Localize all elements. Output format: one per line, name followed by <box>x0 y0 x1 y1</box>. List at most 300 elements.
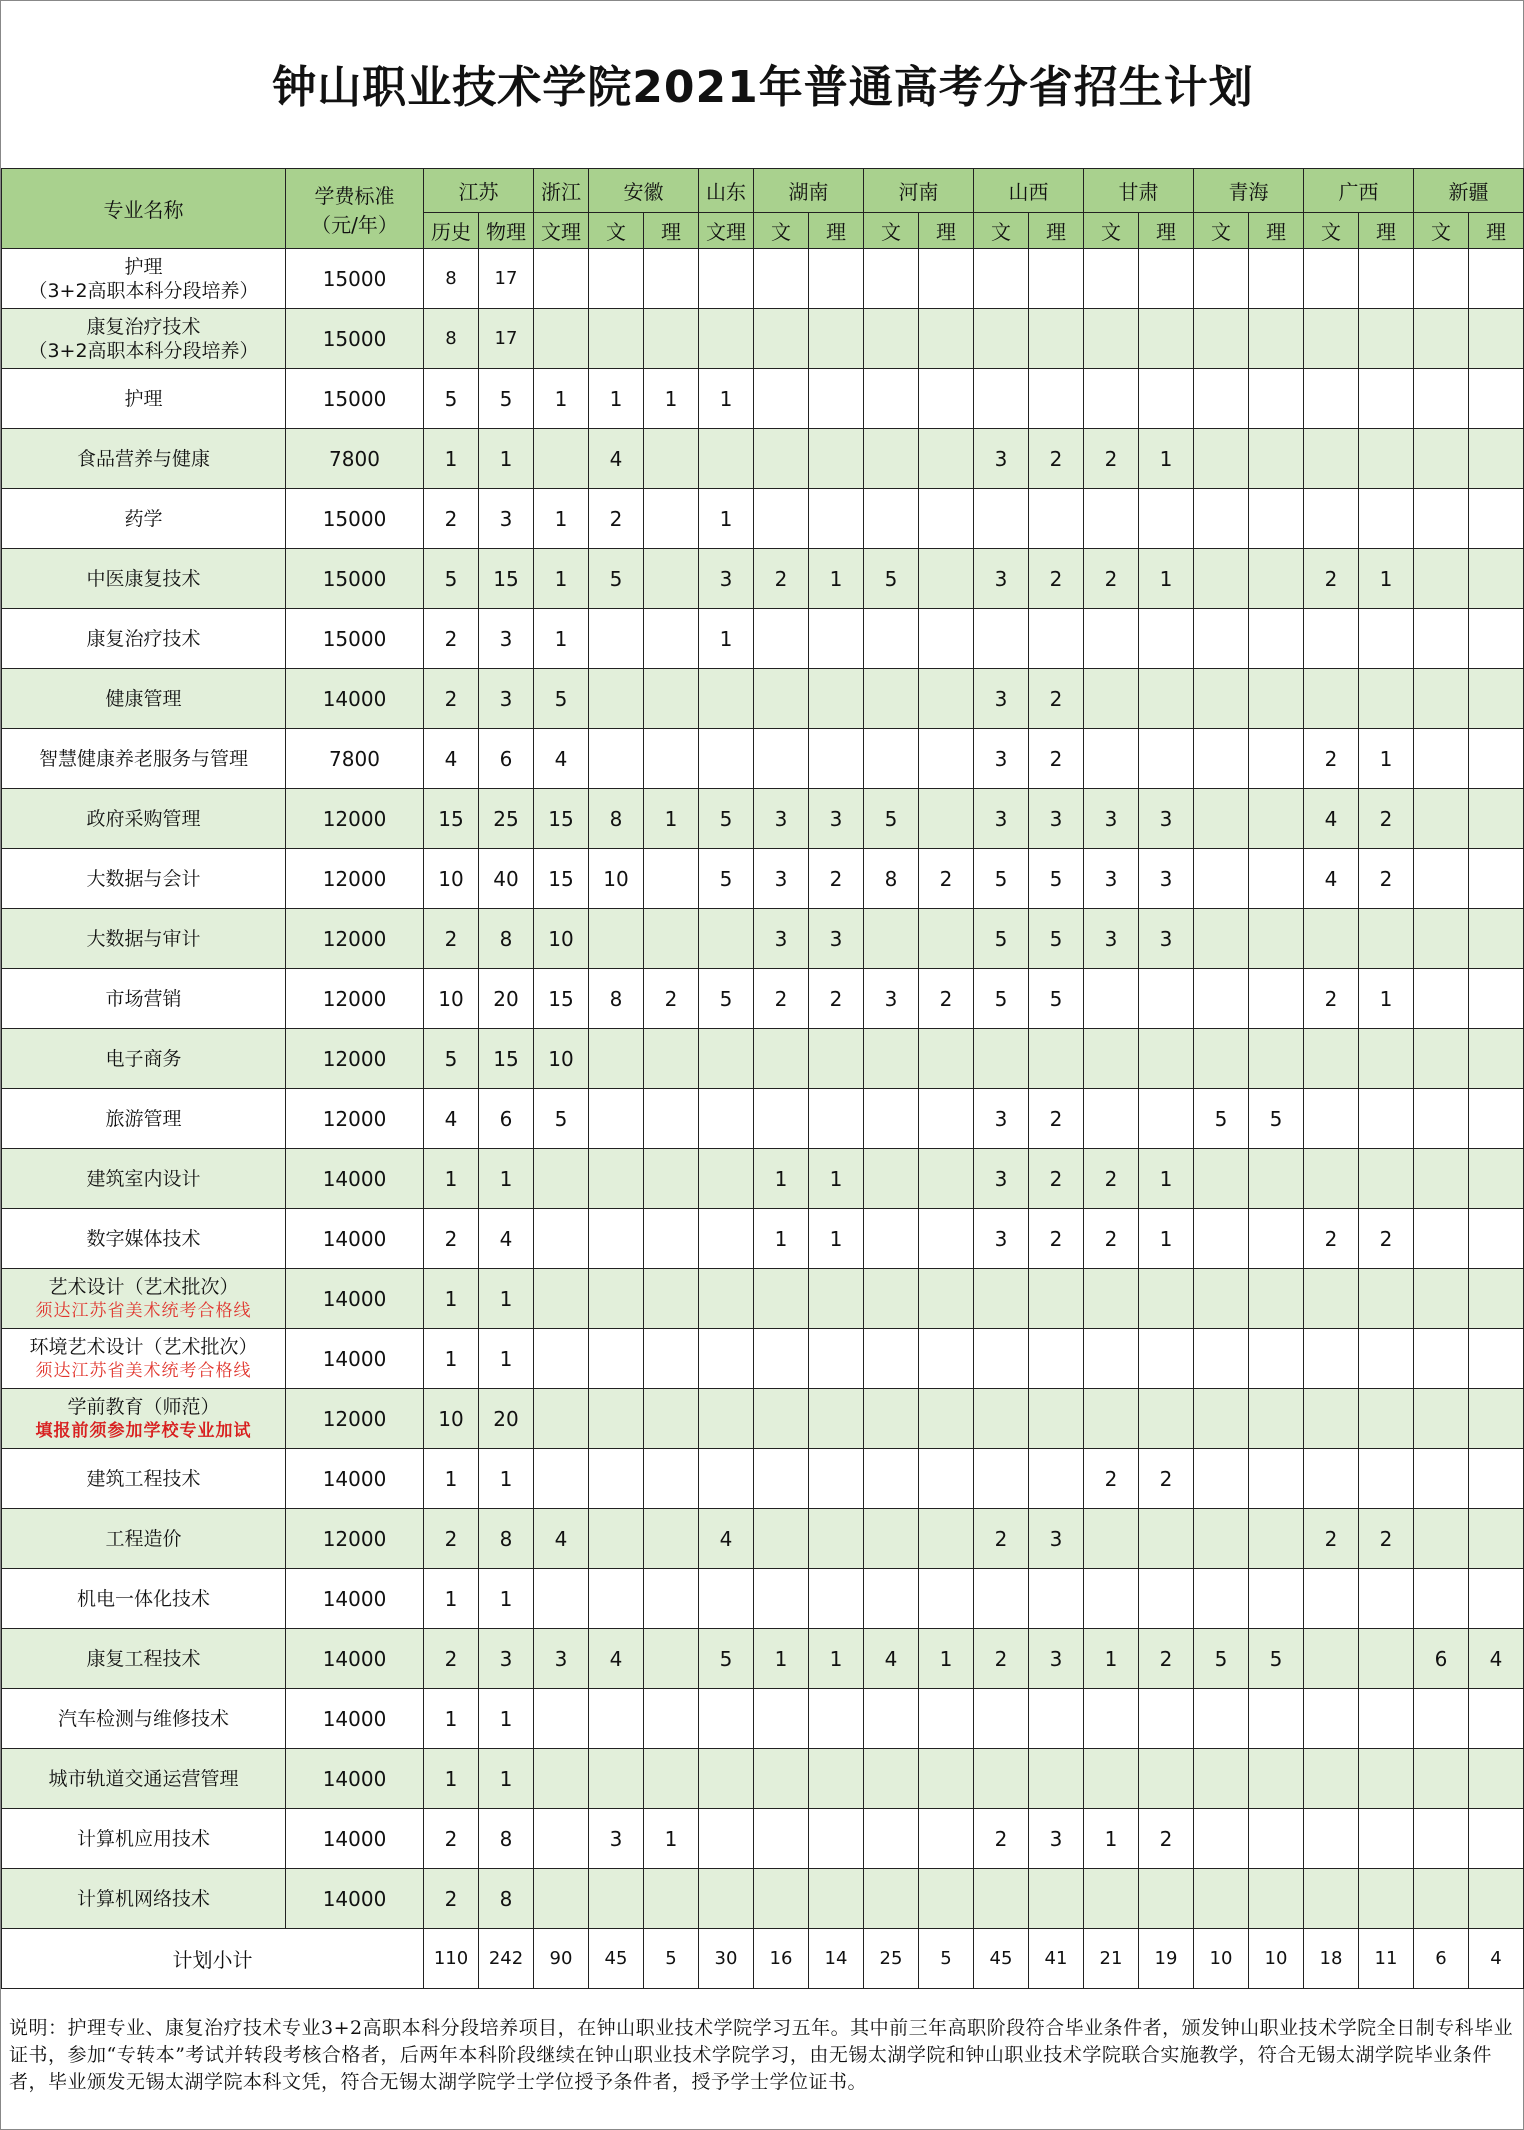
quota-cell <box>919 1449 974 1509</box>
quota-cell <box>1084 369 1139 429</box>
total-cell: 25 <box>864 1929 919 1989</box>
quota-cell <box>919 489 974 549</box>
quota-cell <box>589 909 644 969</box>
quota-cell <box>1194 1809 1249 1869</box>
quota-cell <box>1194 669 1249 729</box>
major-name: 建筑室内设计 <box>86 1167 201 1190</box>
major-requirement-note: 填报前须参加学校专业加试 <box>35 1420 252 1441</box>
quota-cell <box>754 1089 809 1149</box>
fee-cell: 14000 <box>286 1869 424 1929</box>
quota-cell <box>589 1869 644 1929</box>
quota-cell <box>1029 1389 1084 1449</box>
quota-cell <box>534 1149 589 1209</box>
quota-cell <box>1194 849 1249 909</box>
quota-cell <box>974 1329 1029 1389</box>
total-cell: 18 <box>1304 1929 1359 1989</box>
quota-cell <box>1029 249 1084 309</box>
quota-cell: 4 <box>424 1089 479 1149</box>
quota-cell <box>809 1449 864 1509</box>
header-province: 广西 <box>1304 169 1414 213</box>
table-row <box>2 1209 1524 1269</box>
quota-cell <box>1194 1749 1249 1809</box>
major-name-cell <box>2 1749 286 1809</box>
quota-cell <box>864 1209 919 1269</box>
fee-cell: 15000 <box>286 309 424 369</box>
quota-cell <box>1194 969 1249 1029</box>
quota-cell: 4 <box>864 1629 919 1689</box>
header-subject: 理 <box>919 213 974 249</box>
quota-cell <box>1029 1449 1084 1509</box>
quota-cell <box>534 1389 589 1449</box>
header-subject: 文 <box>864 213 919 249</box>
quota-cell: 3 <box>1029 789 1084 849</box>
quota-cell: 2 <box>1029 549 1084 609</box>
quota-cell <box>974 1389 1029 1449</box>
total-cell: 6 <box>1414 1929 1469 1989</box>
table-row <box>2 1449 1524 1509</box>
quota-cell: 1 <box>534 369 589 429</box>
quota-cell: 2 <box>974 1809 1029 1869</box>
quota-cell <box>864 1089 919 1149</box>
quota-cell <box>1194 369 1249 429</box>
quota-cell: 4 <box>589 429 644 489</box>
quota-cell <box>644 1449 699 1509</box>
quota-cell <box>1414 1869 1469 1929</box>
quota-cell <box>1029 1689 1084 1749</box>
table-row <box>2 849 1524 909</box>
quota-cell <box>1084 729 1139 789</box>
header-subject: 文理 <box>699 213 754 249</box>
quota-cell <box>534 1869 589 1929</box>
quota-cell <box>1359 1329 1414 1389</box>
quota-cell <box>589 1569 644 1629</box>
quota-cell: 1 <box>424 1149 479 1209</box>
quota-cell <box>1469 1269 1524 1329</box>
major-name: 智慧健康养老服务与管理 <box>38 747 248 770</box>
quota-cell: 20 <box>479 1389 534 1449</box>
quota-cell <box>1249 1029 1304 1089</box>
quota-cell: 3 <box>974 669 1029 729</box>
quota-cell: 1 <box>1359 969 1414 1029</box>
quota-cell <box>754 1509 809 1569</box>
quota-cell: 2 <box>1304 1209 1359 1269</box>
quota-cell <box>699 1389 754 1449</box>
quota-cell <box>1414 1809 1469 1869</box>
quota-cell <box>1304 1389 1359 1449</box>
quota-cell: 2 <box>1029 1089 1084 1149</box>
quota-cell <box>1304 489 1359 549</box>
quota-cell: 2 <box>974 1629 1029 1689</box>
quota-cell <box>1249 1269 1304 1329</box>
quota-cell: 2 <box>424 1869 479 1929</box>
quota-cell <box>1084 1689 1139 1749</box>
quota-cell: 1 <box>699 609 754 669</box>
header-province: 安徽 <box>589 169 699 213</box>
major-name-cell <box>2 1209 286 1269</box>
quota-cell <box>644 429 699 489</box>
quota-cell: 1 <box>1359 549 1414 609</box>
quota-cell <box>1359 1629 1414 1689</box>
quota-cell: 8 <box>589 969 644 1029</box>
table-row <box>2 789 1524 849</box>
quota-cell: 6 <box>1414 1629 1469 1689</box>
quota-cell <box>1414 1269 1469 1329</box>
quota-cell <box>809 669 864 729</box>
quota-cell <box>1139 1569 1194 1629</box>
header-subject: 文 <box>1304 213 1359 249</box>
quota-cell <box>534 1449 589 1509</box>
quota-cell <box>1304 1329 1359 1389</box>
table-row <box>2 1389 1524 1449</box>
quota-cell <box>1414 309 1469 369</box>
quota-cell <box>1304 1569 1359 1629</box>
quota-cell: 4 <box>1304 789 1359 849</box>
quota-cell <box>1249 369 1304 429</box>
table-row <box>2 369 1524 429</box>
total-label: 计划小计 <box>2 1929 424 1989</box>
quota-cell <box>1029 1029 1084 1089</box>
quota-cell: 1 <box>644 1809 699 1869</box>
quota-cell: 2 <box>424 909 479 969</box>
quota-cell <box>1469 1569 1524 1629</box>
quota-cell <box>1194 429 1249 489</box>
quota-cell: 2 <box>1359 1209 1414 1269</box>
quota-cell <box>1359 1809 1414 1869</box>
quota-cell: 2 <box>754 549 809 609</box>
fee-cell: 14000 <box>286 1329 424 1389</box>
quota-cell <box>1469 1689 1524 1749</box>
quota-cell <box>1029 489 1084 549</box>
quota-cell <box>1359 1029 1414 1089</box>
quota-cell <box>1359 909 1414 969</box>
total-cell: 110 <box>424 1929 479 1989</box>
quota-cell <box>699 1689 754 1749</box>
page-title: 钟山职业技术学院2021年普通高考分省招生计划 <box>272 62 1254 113</box>
quota-cell <box>754 1749 809 1809</box>
quota-cell <box>1469 609 1524 669</box>
footnote: 说明：护理专业、康复治疗技术专业3+2高职本科分段培养项目，在钟山职业技术学院学习五年。其中前三年高职阶段符合毕业条件者，颁发钟山职业技术学院全日制专科毕业证书，参加“专转本”考试并转段考核合格者，后两年本科阶段继续在钟山职业技术学院学习，由无锡太湖学院和钟山职业技术学院联合实施教学，符合无锡太湖学院毕业条件者，毕业颁发无锡太湖学院本科文凭，符合无锡太湖学院学士学位授予条件者，授予学士学位证书。 <box>9 2017 1514 2093</box>
quota-cell: 1 <box>809 1149 864 1209</box>
quota-cell: 2 <box>424 489 479 549</box>
quota-cell <box>644 1329 699 1389</box>
quota-cell <box>919 1389 974 1449</box>
major-subtitle: （3+2高职本科分段培养） <box>28 279 259 302</box>
quota-cell <box>754 1449 809 1509</box>
quota-cell: 4 <box>589 1629 644 1689</box>
quota-cell <box>1359 1389 1414 1449</box>
quota-cell <box>589 249 644 309</box>
major-name: 建筑工程技术 <box>86 1467 201 1490</box>
quota-cell: 1 <box>479 1329 534 1389</box>
fee-cell: 12000 <box>286 969 424 1029</box>
fee-cell: 7800 <box>286 429 424 489</box>
table-row <box>2 1329 1524 1389</box>
quota-cell: 15 <box>424 789 479 849</box>
quota-cell <box>974 309 1029 369</box>
quota-cell <box>809 369 864 429</box>
major-name: 中医康复技术 <box>86 567 201 590</box>
quota-cell <box>699 909 754 969</box>
quota-cell <box>1469 1209 1524 1269</box>
quota-cell: 10 <box>424 1389 479 1449</box>
quota-cell <box>1249 789 1304 849</box>
quota-cell <box>1029 1329 1084 1389</box>
table-row <box>2 249 1524 309</box>
quota-cell <box>974 1569 1029 1629</box>
quota-cell <box>1139 1749 1194 1809</box>
quota-cell <box>1414 789 1469 849</box>
header-province: 山西 <box>974 169 1084 213</box>
quota-cell <box>1249 1809 1304 1869</box>
quota-cell <box>974 1689 1029 1749</box>
quota-cell: 5 <box>589 549 644 609</box>
fee-cell: 14000 <box>286 1569 424 1629</box>
quota-cell: 5 <box>864 549 919 609</box>
quota-cell <box>1469 969 1524 1029</box>
quota-cell: 2 <box>1304 969 1359 1029</box>
quota-cell <box>1139 489 1194 549</box>
fee-cell: 15000 <box>286 609 424 669</box>
quota-cell <box>1414 969 1469 1029</box>
quota-cell <box>864 1449 919 1509</box>
table-row <box>2 1149 1524 1209</box>
quota-cell <box>1414 549 1469 609</box>
header-subject: 文 <box>1414 213 1469 249</box>
quota-cell <box>644 729 699 789</box>
quota-cell <box>1304 1089 1359 1149</box>
quota-cell <box>644 1569 699 1629</box>
quota-cell: 10 <box>534 1029 589 1089</box>
quota-cell: 2 <box>919 969 974 1029</box>
table-row <box>2 1629 1524 1689</box>
major-name: 大数据与会计 <box>86 867 201 890</box>
quota-cell: 2 <box>1084 549 1139 609</box>
major-name: 护理 <box>124 255 163 278</box>
quota-cell: 3 <box>974 1149 1029 1209</box>
quota-cell <box>1249 1389 1304 1449</box>
fee-cell: 14000 <box>286 1629 424 1689</box>
fee-cell: 14000 <box>286 669 424 729</box>
major-name: 康复治疗技术 <box>86 627 201 650</box>
fee-cell: 12000 <box>286 909 424 969</box>
quota-cell: 2 <box>1304 549 1359 609</box>
quota-cell <box>1304 669 1359 729</box>
quota-cell: 5 <box>1194 1629 1249 1689</box>
quota-cell <box>809 1269 864 1329</box>
quota-cell <box>589 1029 644 1089</box>
quota-cell <box>589 309 644 369</box>
quota-cell <box>1139 1269 1194 1329</box>
major-requirement-note: 须达江苏省美术统考合格线 <box>35 1360 252 1381</box>
quota-cell <box>1359 1869 1414 1929</box>
quota-cell <box>809 609 864 669</box>
header-province: 江苏 <box>424 169 534 213</box>
quota-cell: 5 <box>1194 1089 1249 1149</box>
quota-cell <box>699 1269 754 1329</box>
total-cell: 4 <box>1469 1929 1524 1989</box>
major-name-cell <box>2 1389 286 1449</box>
quota-cell: 2 <box>1359 789 1414 849</box>
quota-cell: 3 <box>589 1809 644 1869</box>
quota-cell <box>644 1389 699 1449</box>
quota-cell <box>644 549 699 609</box>
quota-cell: 8 <box>479 1809 534 1869</box>
quota-cell <box>1469 1869 1524 1929</box>
quota-cell: 4 <box>1469 1629 1524 1689</box>
quota-cell: 2 <box>1139 1449 1194 1509</box>
quota-cell <box>1469 729 1524 789</box>
quota-cell: 6 <box>479 729 534 789</box>
quota-cell: 1 <box>479 1269 534 1329</box>
header-province: 湖南 <box>754 169 864 213</box>
table-row <box>2 1749 1524 1809</box>
quota-cell <box>1029 309 1084 369</box>
major-name-cell <box>2 969 286 1029</box>
quota-cell: 5 <box>974 849 1029 909</box>
quota-cell: 5 <box>479 369 534 429</box>
quota-cell: 3 <box>754 849 809 909</box>
quota-cell: 4 <box>699 1509 754 1569</box>
quota-cell: 5 <box>699 849 754 909</box>
quota-cell <box>699 1209 754 1269</box>
quota-cell: 5 <box>1249 1629 1304 1689</box>
quota-cell: 1 <box>809 549 864 609</box>
quota-cell: 3 <box>809 909 864 969</box>
table-row <box>2 969 1524 1029</box>
table-row <box>2 1269 1524 1329</box>
fee-cell: 7800 <box>286 729 424 789</box>
quota-cell <box>1304 609 1359 669</box>
quota-cell <box>1414 489 1469 549</box>
quota-cell: 2 <box>1084 429 1139 489</box>
major-name: 学前教育（师范） <box>67 1395 220 1418</box>
quota-cell <box>1084 1269 1139 1329</box>
quota-cell: 1 <box>754 1149 809 1209</box>
quota-cell: 3 <box>1139 789 1194 849</box>
header-subject: 文 <box>974 213 1029 249</box>
quota-cell <box>1084 309 1139 369</box>
quota-cell <box>699 1149 754 1209</box>
quota-cell <box>1359 309 1414 369</box>
quota-cell: 3 <box>479 1629 534 1689</box>
quota-cell: 3 <box>1139 849 1194 909</box>
quota-cell: 4 <box>534 729 589 789</box>
quota-cell <box>1469 429 1524 489</box>
fee-cell: 12000 <box>286 1029 424 1089</box>
quota-cell <box>1249 969 1304 1029</box>
quota-cell <box>1194 1149 1249 1209</box>
quota-cell: 6 <box>479 1089 534 1149</box>
quota-cell <box>754 1329 809 1389</box>
quota-cell <box>1194 549 1249 609</box>
quota-cell <box>1029 1749 1084 1809</box>
quota-cell <box>974 489 1029 549</box>
quota-cell <box>809 249 864 309</box>
quota-cell: 8 <box>479 1509 534 1569</box>
quota-cell <box>919 1509 974 1569</box>
quota-cell <box>1359 1569 1414 1629</box>
major-name: 大数据与审计 <box>86 927 201 950</box>
quota-cell: 2 <box>1359 849 1414 909</box>
quota-cell <box>1139 1029 1194 1089</box>
quota-cell <box>1194 249 1249 309</box>
quota-cell <box>1249 669 1304 729</box>
quota-cell <box>1304 1149 1359 1209</box>
quota-cell <box>589 1749 644 1809</box>
quota-cell: 40 <box>479 849 534 909</box>
quota-cell: 2 <box>589 489 644 549</box>
quota-cell: 4 <box>534 1509 589 1569</box>
quota-cell <box>1139 1329 1194 1389</box>
header-subject: 文理 <box>534 213 589 249</box>
quota-cell <box>1414 609 1469 669</box>
quota-cell <box>534 429 589 489</box>
quota-cell: 3 <box>974 1089 1029 1149</box>
quota-cell: 3 <box>974 729 1029 789</box>
quota-cell: 1 <box>809 1209 864 1269</box>
quota-cell: 1 <box>1139 1149 1194 1209</box>
major-name-cell <box>2 1089 286 1149</box>
quota-cell: 3 <box>809 789 864 849</box>
quota-cell: 3 <box>1139 909 1194 969</box>
header-subject: 文 <box>754 213 809 249</box>
major-name-cell <box>2 669 286 729</box>
header-major-name: 专业名称 <box>2 169 286 249</box>
quota-cell <box>1414 669 1469 729</box>
quota-cell <box>699 429 754 489</box>
quota-cell: 2 <box>809 849 864 909</box>
total-cell: 45 <box>974 1929 1029 1989</box>
quota-cell: 1 <box>919 1629 974 1689</box>
quota-cell: 2 <box>754 969 809 1029</box>
quota-cell: 3 <box>1029 1629 1084 1689</box>
quota-cell <box>864 1809 919 1869</box>
quota-cell <box>1194 729 1249 789</box>
major-subtitle: （3+2高职本科分段培养） <box>28 339 259 362</box>
quota-cell <box>1414 1509 1469 1569</box>
quota-cell: 5 <box>424 1029 479 1089</box>
fee-cell: 12000 <box>286 849 424 909</box>
quota-cell <box>1029 1269 1084 1329</box>
major-name-cell <box>2 1629 286 1689</box>
quota-cell <box>1304 1809 1359 1869</box>
quota-cell: 3 <box>479 669 534 729</box>
major-name: 数字媒体技术 <box>86 1227 201 1250</box>
quota-cell <box>1249 249 1304 309</box>
quota-cell <box>1359 609 1414 669</box>
quota-cell <box>534 1689 589 1749</box>
quota-cell <box>1414 1209 1469 1269</box>
quota-cell <box>1249 1749 1304 1809</box>
quota-cell <box>1084 669 1139 729</box>
major-name-cell <box>2 729 286 789</box>
quota-cell <box>1084 1329 1139 1389</box>
quota-cell <box>644 1629 699 1689</box>
quota-cell <box>809 1809 864 1869</box>
quota-cell <box>699 1809 754 1869</box>
quota-cell: 5 <box>1029 969 1084 1029</box>
quota-cell <box>754 369 809 429</box>
major-name-cell <box>2 549 286 609</box>
quota-cell <box>974 1449 1029 1509</box>
major-name-cell <box>2 849 286 909</box>
total-cell: 242 <box>479 1929 534 1989</box>
quota-cell: 2 <box>1029 429 1084 489</box>
quota-cell <box>1304 1689 1359 1749</box>
quota-cell <box>1139 369 1194 429</box>
quota-cell: 5 <box>424 369 479 429</box>
quota-cell <box>919 1809 974 1869</box>
